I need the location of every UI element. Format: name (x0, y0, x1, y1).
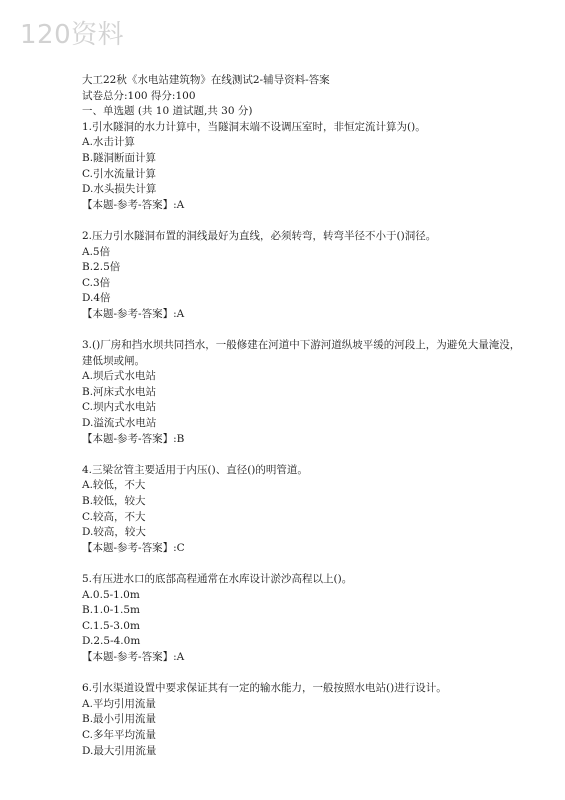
option-a: A.较低，不大 (82, 479, 146, 492)
option-a: A.坝后式水电站 (82, 370, 156, 383)
option-a: A.水击计算 (82, 136, 135, 149)
question-stem: 2.压力引水隧洞布置的洞线最好为直线，必须转弯，转弯半径不小于()洞径。 (82, 229, 437, 242)
option-d: D.最大引用流量 (82, 744, 157, 757)
option-b: B.较低，较大 (82, 495, 146, 508)
option-c: C.引水流量计算 (82, 167, 156, 180)
option-d: D.较高，较大 (82, 526, 146, 539)
option-d: D.2.5-4.0m (82, 635, 141, 648)
answer-line: 【本题-参考-答案】:C (82, 541, 185, 554)
option-a: A.0.5-1.0m (82, 588, 140, 601)
option-b: B.1.0-1.5m (82, 604, 140, 617)
question-3 (82, 338, 522, 447)
option-b: B.河床式水电站 (82, 385, 157, 398)
answer-line: 【本题-参考-答案】:A (82, 307, 185, 320)
option-c: C.坝内式水电站 (82, 401, 156, 414)
option-c: C.1.5-3.0m (82, 619, 140, 632)
option-b: B.最小引用流量 (82, 713, 157, 726)
section-heading: 一、单选题 (共 10 道试题,共 30 分) (82, 105, 253, 118)
option-c: C.3倍 (82, 276, 111, 289)
answer-line: 【本题-参考-答案】:B (82, 432, 185, 445)
option-d: D.溢流式水电站 (82, 417, 157, 430)
question-4 (82, 463, 522, 557)
option-d: D.4倍 (82, 292, 111, 305)
document-body (82, 73, 522, 775)
question-6 (82, 681, 522, 759)
option-b: B.隧洞断面计算 (82, 151, 157, 164)
option-a: A.平均引用流量 (82, 697, 156, 710)
question-2 (82, 229, 522, 323)
question-stem: 3.()厂房和挡水坝共同挡水，一般修建在河道中下游河道纵坡平缓的河段上，为避免大量淹没，建低坝或闸。 (82, 339, 521, 367)
watermark-logo: 120资料 (20, 20, 125, 50)
document-title: 大工22秋《水电站建筑物》在线测试2-辅导资料-答案 (82, 74, 330, 86)
option-b: B.2.5倍 (82, 261, 121, 274)
answer-line: 【本题-参考-答案】:A (82, 650, 185, 663)
option-d: D.水头损失计算 (82, 183, 157, 196)
option-c: C.多年平均流量 (82, 728, 156, 741)
question-1 (82, 120, 522, 214)
question-stem: 4.三梁岔管主要适用于内压()、直径()的明管道。 (82, 463, 308, 476)
question-stem: 6.引水渠道设置中要求保证其有一定的输水能力，一般按照水电站()进行设计。 (82, 682, 447, 695)
option-c: C.较高，不大 (82, 510, 146, 523)
option-a: A.5倍 (82, 245, 111, 258)
question-stem: 1.引水隧洞的水力计算中，当隧洞末端不设调压室时，非恒定流计算为()。 (82, 120, 426, 133)
question-stem: 5.有压进水口的底部高程通常在水库设计淤沙高程以上()。 (82, 573, 353, 585)
answer-line: 【本题-参考-答案】:A (82, 198, 185, 211)
score-line: 试卷总分:100 得分:100 (82, 89, 196, 102)
question-5 (82, 572, 522, 666)
